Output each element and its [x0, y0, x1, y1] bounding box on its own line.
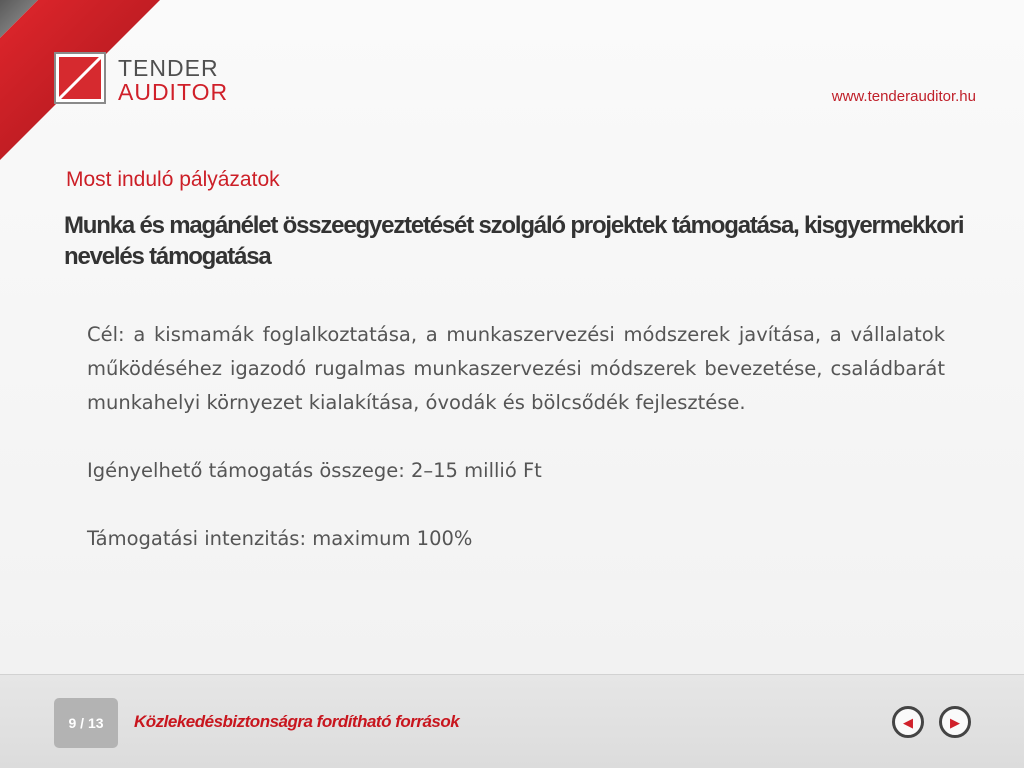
page-indicator: 9 / 13	[54, 698, 118, 748]
tender-auditor-logo	[54, 52, 238, 108]
slide-title: Munka és magánélet összeegyeztetését szolgáló projektek támogatása, kisgyermekkori nevelés támogatása	[64, 212, 964, 270]
logo-text-tender: TENDER	[118, 55, 219, 81]
left-arrow-icon: ◀	[903, 714, 913, 730]
amount-paragraph: Igényelhető támogatás összege: 2–15 millió Ft	[87, 459, 542, 482]
logo-text-auditor: AUDITOR	[118, 79, 229, 105]
intensity-paragraph: Támogatási intenzitás: maximum 100%	[87, 527, 473, 550]
website-url: www.tenderauditor.hu	[831, 88, 976, 105]
right-arrow-icon: ▶	[950, 714, 960, 730]
footer-section-title: Közlekedésbiztonságra fordítható források	[134, 712, 460, 731]
slide-body	[87, 318, 945, 556]
goal-paragraph: Cél: a kismamák foglalkoztatása, a munkaszervezési módszerek javítása, a vállalatok működéséhez igazodó rugalmas munkaszervezési módszerek bevezetése, családbarát munkahelyi környezet kialakítása, óvodák és bölcsődék fejlesztése.	[87, 323, 945, 414]
next-slide-button[interactable]	[939, 706, 971, 738]
slide-subtitle: Most induló pályázatok	[66, 168, 280, 191]
logo-mark-icon	[54, 52, 106, 104]
previous-slide-button[interactable]	[892, 706, 924, 738]
